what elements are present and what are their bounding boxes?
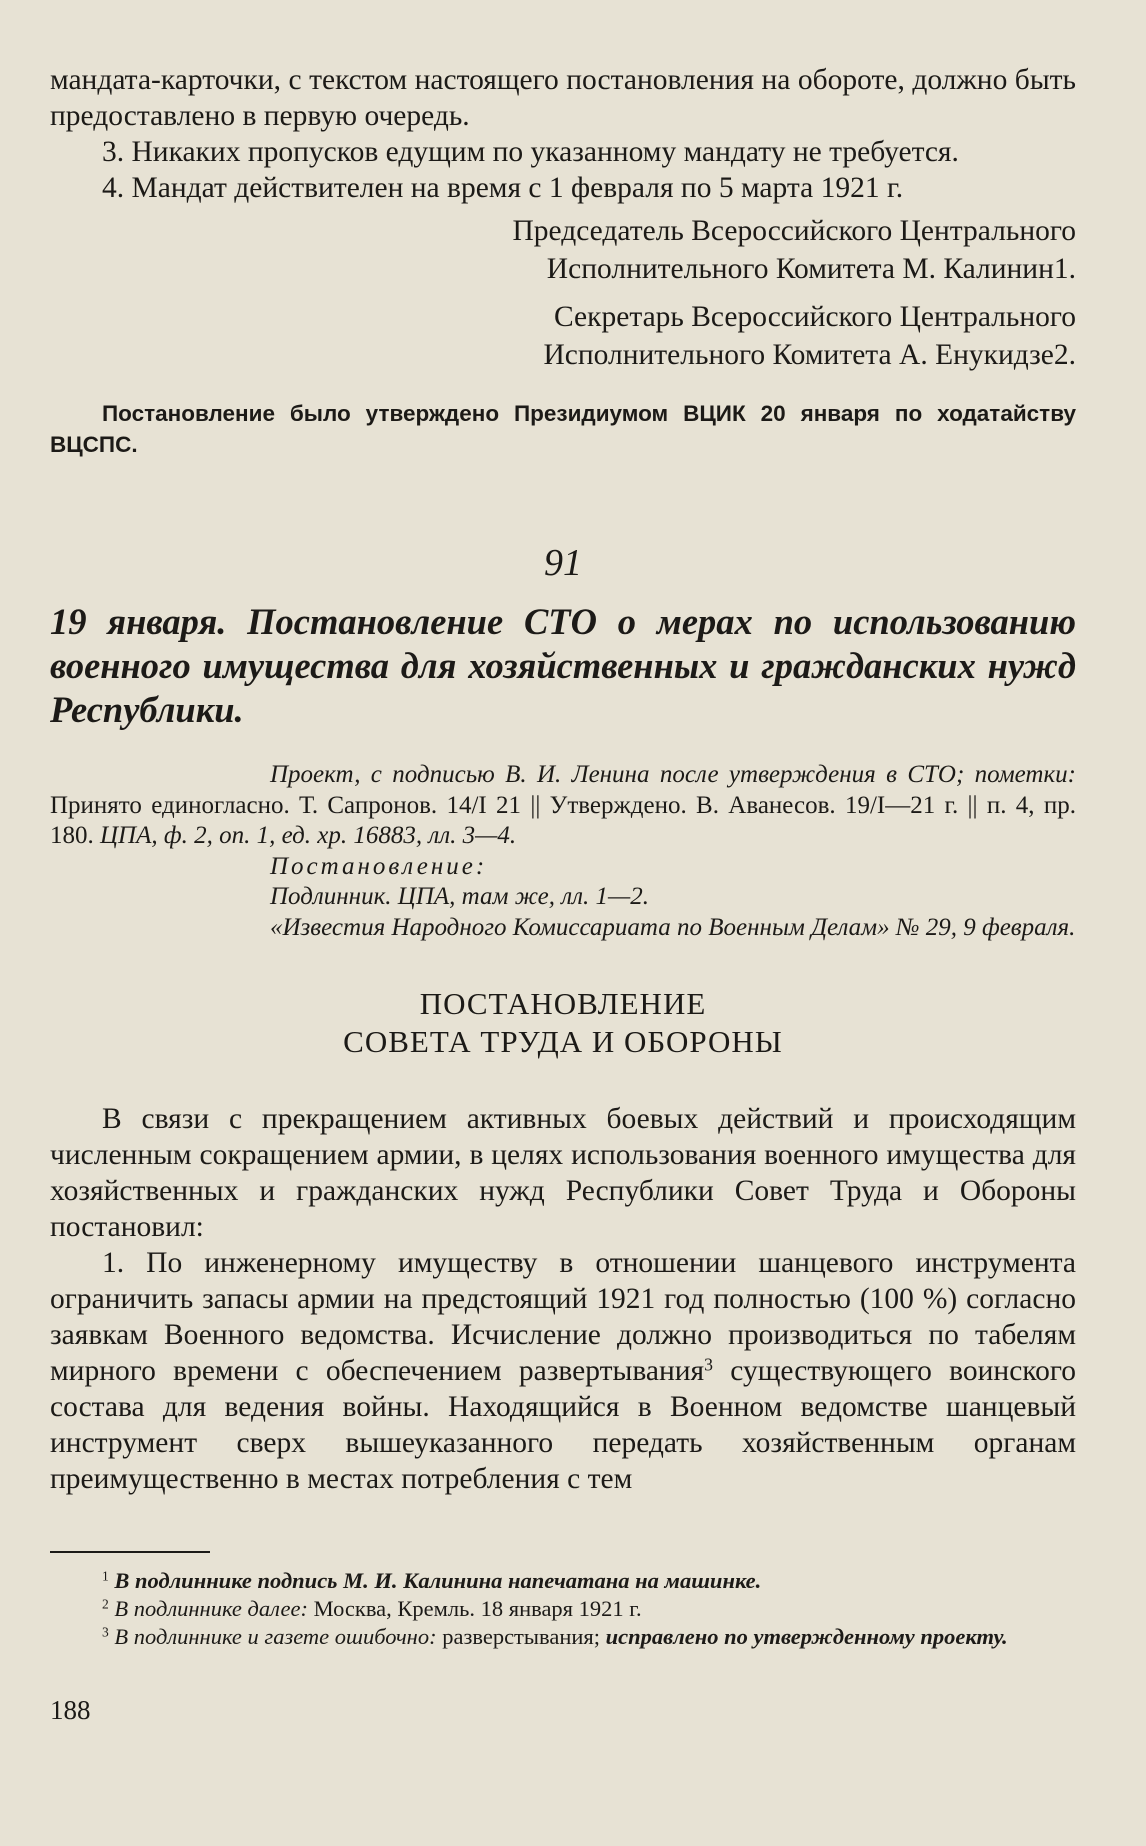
- signature-secretary-line1: Секретарь Всероссийского Центрального: [554, 301, 1076, 333]
- footnote-1: $^1$ В подлиннике подпись М. И. Калинина напечатана на машинке.: [102, 1568, 762, 1593]
- approval-note: Постановление было утверждено Президиумом ВЦИК 20 января по ходатайству ВЦСПС.: [50, 401, 1076, 457]
- source-decree-label: Постановление:: [270, 852, 488, 880]
- footnote-ref-3: 3: [704, 1354, 713, 1375]
- footnote-ref-1: 1: [1053, 253, 1069, 285]
- document-number: 91: [544, 542, 582, 584]
- footnotes: [50, 1567, 1076, 1651]
- decree-title-line1: ПОСТАНОВЛЕНИЕ: [419, 986, 707, 1021]
- footnote-3: $^3$ В подлиннике и газете ошибочно: разверстывания; исправлено по утвержденному проекту.: [102, 1624, 1008, 1649]
- footnote-2: $^2$ В подлиннике далее: Москва, Кремль. 18 января 1921 г.: [102, 1596, 642, 1621]
- source-block: [50, 760, 1076, 943]
- body-paragraph-2: 1. По инженерному имуществу в отношении шанцевого инструмента ограничить запасы армии на предстоящий 1921 год полностью (100 %) согласно заявкам Военного ведомства. Исчисление должно производиться по табелям мирного времени с обеспечением развертывания$^3$ существующего воинского состава для ведения войны. Находящийся в Военном ведомстве шанцевый инструмент сверх вышеуказанного передать хозяйственным органам преимущественно в местах потребления с тем: [50, 1247, 1076, 1495]
- item-4: 4. Мандат действителен на время с 1 февраля по 5 марта 1921 г.: [102, 172, 904, 204]
- signature-chairman-line2: Исполнительного Комитета М. Калинин1.: [546, 253, 1076, 285]
- signature-secretary-line2: Исполнительного Комитета А. Енукидзе2.: [543, 339, 1076, 371]
- footnote-divider: [50, 1551, 210, 1553]
- body-paragraph-1: В связи с прекращением активных боевых действий и происходящим численным сокращением армии, в целях использования военного имущества для хозяйственных и гражданских нужд Республики Совет Труда и Обороны постановил:: [50, 1103, 1076, 1243]
- signature-block: [50, 212, 1076, 374]
- page-number: 188: [50, 1695, 91, 1725]
- source-original: Подлинник. ЦПА, там же, лл. 1—2.: [270, 883, 650, 910]
- top-paragraph: мандата-карточки, с текстом настоящего постановления на обороте, должно быть предоставлено в первую очередь.: [50, 64, 1076, 132]
- decree-title-line2: СОВЕТА ТРУДА И ОБОРОНЫ: [343, 1024, 783, 1059]
- source-newspaper: «Известия Народного Комиссариата по Военным Делам» № 29, 9 февраля.: [270, 913, 1076, 941]
- source-draft: Проект, с подписью В. И. Ленина после утверждения в СТО; пометки: Принято единогласно. Т. Сапронов. 14/I 21 || Утверждено. В. Аванесов. 19/I—21 г. || п. 4, пр. 180. ЦПА, ф. 2, оп. 1, ед. хр. 16883, лл. 3—4.: [50, 761, 1076, 849]
- document-heading: 19 января. Постановление СТО о мерах по использованию военного имущества для хозяйственных и гражданских нужд Республики.: [50, 601, 1076, 730]
- signature-chairman-line1: Председатель Всероссийского Центрального: [512, 215, 1076, 247]
- footnote-ref-2: 2: [1053, 339, 1069, 371]
- item-3: 3. Никаких пропусков едущим по указанному мандату не требуется.: [102, 136, 959, 168]
